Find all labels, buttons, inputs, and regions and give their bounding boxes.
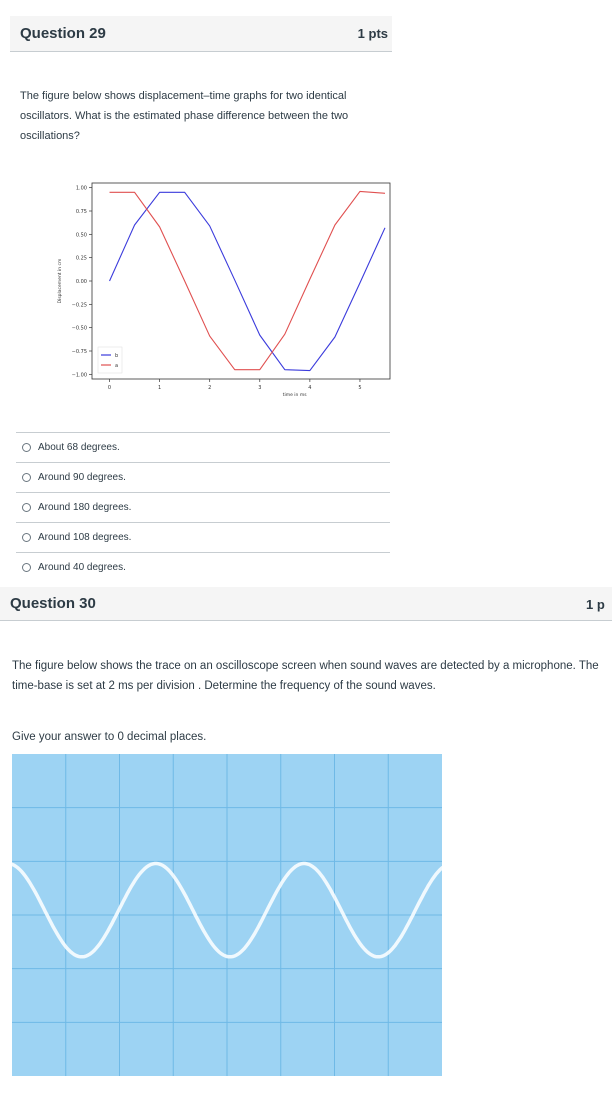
y-tick-label: −0.50 xyxy=(71,325,87,332)
y-tick-label: −1.00 xyxy=(71,372,87,379)
answer-option-2[interactable] xyxy=(16,462,390,492)
y-tick-label: −0.75 xyxy=(71,349,87,355)
x-tick-label: 4 xyxy=(308,385,312,391)
answer-label: Around 40 degrees. xyxy=(38,562,126,573)
radio-button[interactable] xyxy=(22,563,31,572)
y-tick-label: 1.00 xyxy=(75,185,87,192)
y-tick-label: 0.50 xyxy=(75,232,87,239)
legend-label-b: b xyxy=(115,353,119,359)
radio-button[interactable] xyxy=(22,473,31,482)
answer-label: Around 180 degrees. xyxy=(38,502,132,513)
y-tick-label: 0.00 xyxy=(75,279,87,285)
answer-list xyxy=(16,432,390,582)
plot-frame xyxy=(92,183,390,379)
y-tick-label: 0.75 xyxy=(75,209,87,215)
answer-label: Around 108 degrees. xyxy=(38,532,132,543)
answer-option-4[interactable] xyxy=(16,522,390,552)
y-tick-label: 0.25 xyxy=(75,255,87,262)
question-30-text: The figure below shows the trace on an oscilloscope screen when sound waves are detected by a microphone. The time-base is set at 2 ms per division . Determine the frequency of the sound waves. xyxy=(12,660,599,692)
answer-label: Around 90 degrees. xyxy=(38,472,126,483)
question-30-header xyxy=(0,587,612,621)
radio-button[interactable] xyxy=(22,533,31,542)
question-30-note: Give your answer to 0 decimal places. xyxy=(12,731,207,743)
question-29-header xyxy=(10,16,392,52)
answer-label: About 68 degrees. xyxy=(38,442,120,453)
x-tick-label: 1 xyxy=(158,385,162,391)
question-30-points: 1 p xyxy=(586,597,605,612)
y-tick-label: −0.25 xyxy=(71,302,87,309)
oscilloscope-screen xyxy=(12,754,442,1076)
x-tick-label: 3 xyxy=(258,385,262,391)
x-axis-label: time in ms xyxy=(282,393,307,397)
radio-button[interactable] xyxy=(22,443,31,452)
question-29-text: The figure below shows displacement–time graphs for two identical oscillators. What is the estimated phase difference between the two oscillations? xyxy=(20,90,349,142)
y-axis-label: Displacement in cm xyxy=(58,258,63,304)
legend-label-a: a xyxy=(115,363,119,369)
answer-option-3[interactable] xyxy=(16,492,390,522)
question-29-points: 1 pts xyxy=(357,26,388,41)
question-30-title: Question 30 xyxy=(10,595,96,612)
answer-option-1[interactable] xyxy=(16,432,390,462)
x-tick-label: 0 xyxy=(107,385,112,391)
question-29-title: Question 29 xyxy=(20,25,106,42)
x-tick-label: 2 xyxy=(208,385,212,391)
answer-option-5[interactable] xyxy=(16,552,390,582)
displacement-time-chart xyxy=(52,175,394,397)
radio-button[interactable] xyxy=(22,503,31,512)
legend-box xyxy=(98,347,122,373)
x-tick-label: 5 xyxy=(358,385,362,391)
